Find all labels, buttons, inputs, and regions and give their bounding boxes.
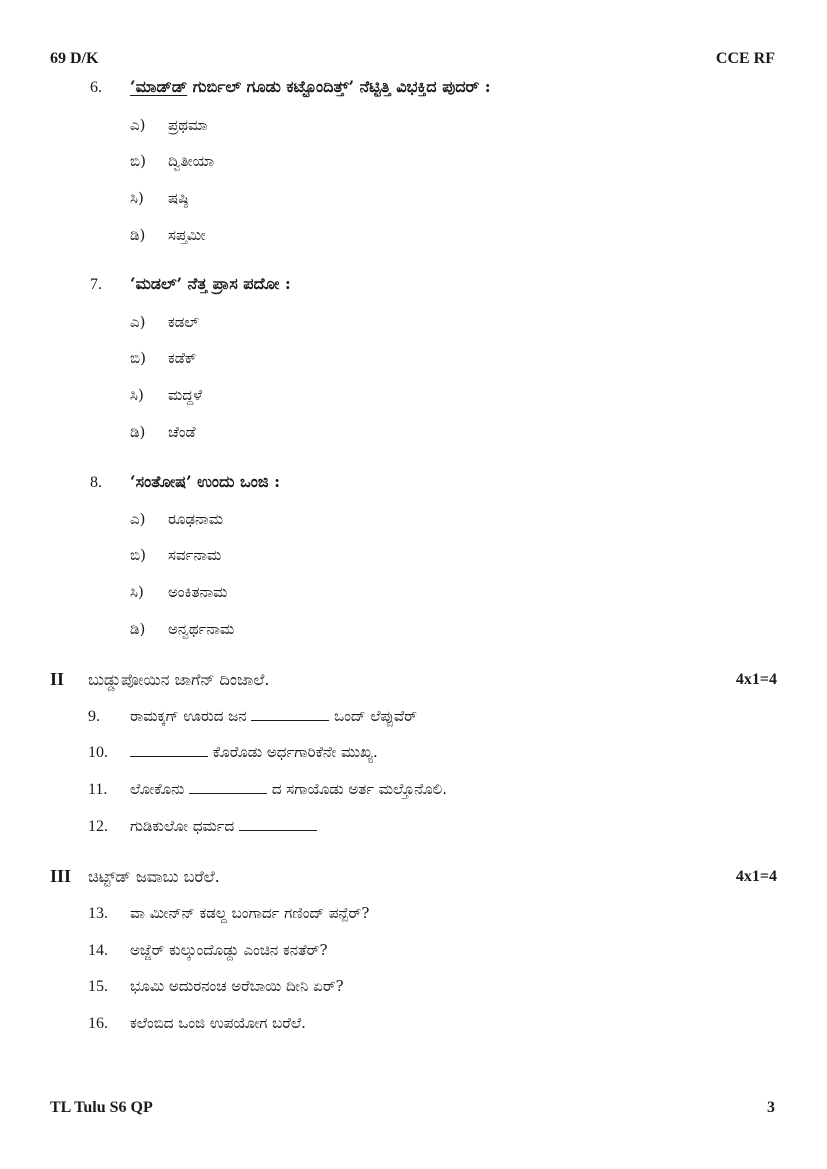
option-label: ಡಿ) [130, 620, 146, 638]
option-text: ಅಂಕಿತನಾಮ [168, 583, 228, 601]
question-text-before: ರಾಮಕ್ಕಗ್ ಊರುದ ಜನ [130, 707, 247, 725]
question-text [130, 77, 491, 97]
option-label: ಸಿ) [130, 189, 144, 207]
option-text: ಚೆಂಡೆ [168, 423, 196, 441]
question-text: ‘ಮಡಲ್’ ನೆತ್ತ ಪ್ರಾಸ ಪದೋ : [130, 274, 291, 293]
question-number: 10. [88, 744, 108, 761]
answer-blank [189, 781, 267, 794]
section-numeral: II [50, 669, 65, 689]
section-numeral: III [50, 866, 72, 886]
question-number: 13. [88, 905, 108, 922]
question-number: 6. [90, 79, 102, 96]
option-label: ಎ) [130, 510, 146, 528]
section-title: ಚಿಟ್ಟ್‌ಡ್ ಜವಾಬು ಬರೆಲೆ. [88, 867, 220, 886]
question-text: ಅಜ್ಜೆರ್ ಕುಲ್ಕುಂದೊಡ್ದು ಎಂಚಿನ ಕನತೆರ್? [130, 941, 328, 959]
option-text: ಕಡೆಕ್ [168, 349, 197, 367]
answer-blank [251, 708, 329, 721]
question-text: ‘ಸಂತೋಷ’ ಉಂದು ಒಂಜಿ : [130, 472, 281, 491]
question-number: 11. [88, 781, 108, 798]
option-label: ಎ) [130, 313, 146, 331]
option-text: ಷಷ್ಠಿ [168, 189, 189, 207]
question-text-before: ಗುಡಿಕುಲೋ ಧರ್ಮದ [130, 817, 235, 835]
option-text: ದ್ವಿತೀಯಾ [168, 152, 215, 170]
option-label: ಸಿ) [130, 386, 144, 404]
question-number: 7. [90, 276, 102, 293]
question-number: 8. [90, 474, 102, 491]
question-text-after: ದ ಸಗಾಯೊಡು ಅರ್ತ ಮಲ್ತೊನೊಲಿ. [271, 780, 447, 798]
option-text: ಪ್ರಥಮಾ [168, 116, 208, 134]
paper-series: CCE RF [715, 50, 775, 67]
question-text-after: ಒಂದ್ ಲೆಪ್ಪುವೆರ್ [334, 707, 417, 725]
option-text: ರೂಢನಾಮ [168, 510, 223, 528]
question-number: 14. [88, 942, 108, 959]
section-marks: 4x1=4 [735, 671, 777, 688]
option-text: ಅನ್ವರ್ಥನಾಮ [168, 620, 235, 638]
option-text: ಕಡಲ್ [168, 313, 199, 331]
question-underlined-word: ‘ಮಾಡ್‌ಡ್ [130, 77, 188, 96]
option-label: ಡಿ) [130, 226, 146, 244]
option-label: ಡಿ) [130, 423, 146, 441]
question-text-rest: ಗುರ್ಬಿಲ್ ಗೂಡು ಕಟ್ಟೊಂದಿತ್ತ್’ ನೆಟ್ಟಿತ್ತಿ ವಿಭಕ್ತಿದ ಪುದರ್ : [187, 77, 491, 96]
option-label: ಸಿ) [130, 583, 144, 601]
fill-blank-question [130, 817, 317, 835]
option-text: ಸರ್ವನಾಮ [168, 546, 222, 564]
page-number: 3 [767, 1099, 775, 1116]
answer-blank [239, 818, 317, 831]
question-number: 16. [88, 1015, 108, 1032]
question-text: ಕಲೆಂಬಿದ ಒಂಜಿ ಉಪಯೋಗ ಬರೆಲೆ. [130, 1014, 306, 1032]
question-number: 9. [88, 708, 100, 725]
question-text-after: ಕೊರೊಡು ಅರ್ಧಗಾರಿಕೆನೇ ಮುಖ್ಯ. [212, 743, 378, 761]
section-title: ಬುಡ್ಡುಪೋಯಿನ ಜಾಗೆನ್ ದಿಂಜಾಲೆ. [88, 670, 270, 689]
question-text: ವಾ ಮೀನ್‌ನ್ ಕಡಲ್ದ ಬಂಗಾರ್ದ ಗಣಿಂದ್ ಪನ್ಪೆರ್? [130, 904, 370, 922]
fill-blank-question [130, 707, 417, 725]
question-text: ಭೂಮಿ ಅದುರನಂಚ ಅರೆಬಾಯಿ ದೀನಿ ಏರ್? [130, 977, 344, 995]
footer-paper-title: TL Tulu S6 QP [50, 1099, 153, 1116]
question-number: 12. [88, 818, 108, 835]
option-text: ಸಪ್ತಮೀ [168, 226, 206, 244]
option-label: ಬಿ) [130, 546, 146, 564]
paper-code: 69 D/K [50, 50, 99, 67]
option-label: ಎ) [130, 116, 146, 134]
section-marks: 4x1=4 [735, 868, 777, 885]
option-label: ಬಿ) [130, 349, 146, 367]
fill-blank-question [130, 780, 447, 798]
question-number: 15. [88, 978, 108, 995]
fill-blank-question [130, 743, 378, 761]
option-label: ಬಿ) [130, 152, 146, 170]
question-text-before: ಲೋಕೊನು [130, 780, 185, 798]
option-text: ಮದ್ದಳೆ [168, 386, 203, 404]
answer-blank [130, 744, 208, 757]
